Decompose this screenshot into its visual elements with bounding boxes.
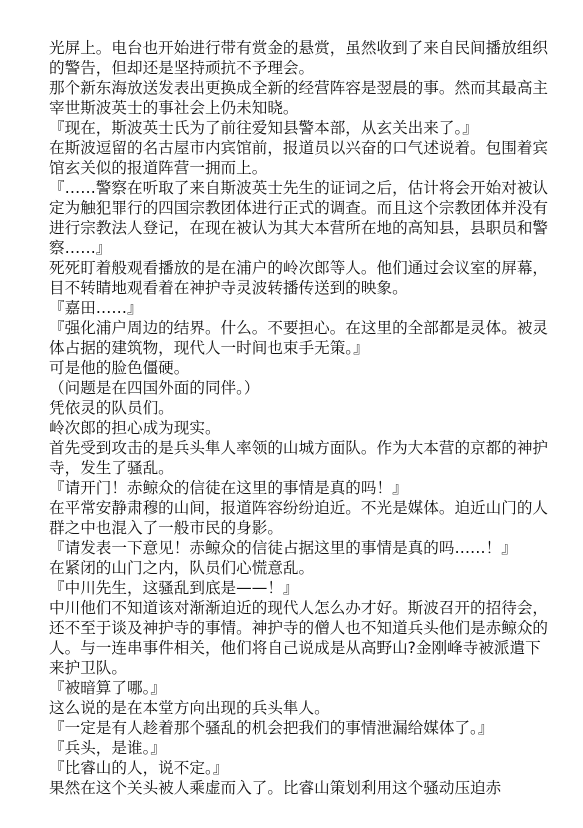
paragraph: 果然在这个关头被人乘虚而入了。比睿山策划利用这个骚动压迫赤 bbox=[49, 779, 502, 797]
paragraph: 『被暗算了哪。』 bbox=[49, 679, 166, 697]
paragraph: 『比睿山的人，说不定。』 bbox=[49, 759, 229, 777]
paragraph: 『一定是有人趁着那个骚乱的机会把我们的事情泄漏给媒体了。』 bbox=[49, 719, 494, 737]
paragraph: 『强化浦户周边的结界。什么。不要担心。在这里的全部都是灵体。被灵体占据的建筑物，现代人一时间也束手无策。』 bbox=[49, 319, 549, 357]
paragraph: 『嘉田……』 bbox=[49, 299, 143, 317]
paragraph: （问题是在四国外面的同伴。） bbox=[49, 379, 260, 397]
paragraph: 可是他的脸色僵硬。 bbox=[49, 359, 190, 377]
document-page bbox=[49, 38, 549, 798]
paragraph: 中川他们不知道该对渐渐迫近的现代人怎么办才好。斯波召开的招待会，还不至于谈及神护寺的事情。神护寺的僧人也不知道兵头他们是赤鲸众的人。与一连串事件相关，他们将自己说成是从高野山?金刚峰寺被派遣下来护卫队。 bbox=[49, 599, 549, 677]
paragraph: 『兵头，是谁。』 bbox=[49, 739, 166, 757]
paragraph: 在斯波逗留的名古屋市内宾馆前，报道员以兴奋的口气述说着。包围着宾馆玄关似的报道阵营一拥而上。 bbox=[49, 139, 549, 177]
paragraph: 『中川先生，这骚乱到底是——！』 bbox=[49, 579, 299, 597]
paragraph: 『现在，斯波英士氏为了前往爱知县警本部，从玄关出来了。』 bbox=[49, 119, 478, 137]
paragraph: 在平常安静肃穆的山间，报道阵容纷纷迫近。不光是媒体。迫近山门的人群之中也混入了一般市民的身影。 bbox=[49, 499, 549, 537]
paragraph: 那个新东海放送发表出更换成全新的经营阵容是翌晨的事。然而其最高主宰世斯波英士的事社会上仍未知晓。 bbox=[49, 79, 549, 117]
paragraph: 『请开门！赤鲸众的信徒在这里的事情是真的吗！』 bbox=[49, 479, 408, 497]
paragraph: 『……警察在听取了来自斯波英士先生的证词之后，估计将会开始对被认定为触犯罪行的四国宗教团体进行正式的调查。而且这个宗教团体并没有进行宗教法人登记，在现在被认为其大本营所在地的高知县，县职员和警察……』 bbox=[49, 179, 549, 257]
paragraph: 死死盯着般观看播放的是在浦户的岭次郎等人。他们通过会议室的屏幕，目不转睛地观看着在神护寺灵波转播传送到的映象。 bbox=[49, 259, 549, 297]
paragraph: 凭依灵的队员们。 bbox=[49, 399, 174, 417]
paragraph: 岭次郎的担心成为现实。 bbox=[49, 419, 221, 437]
paragraph: 这么说的是在本堂方向出现的兵头隼人。 bbox=[49, 699, 330, 717]
paragraph: 在紧闭的山门之内，队员们心慌意乱。 bbox=[49, 559, 315, 577]
paragraph: 首先受到攻击的是兵头隼人率领的山城方面队。作为大本营的京都的神护寺，发生了骚乱。 bbox=[49, 439, 549, 477]
paragraph: 光屏上。电台也开始进行带有赏金的悬赏，虽然收到了来自民间播放组织的警告，但却还是坚持顽抗不予理会。 bbox=[49, 39, 549, 77]
paragraph: 『请发表一下意见！赤鲸众的信徒占据这里的事情是真的吗……！』 bbox=[49, 539, 517, 557]
